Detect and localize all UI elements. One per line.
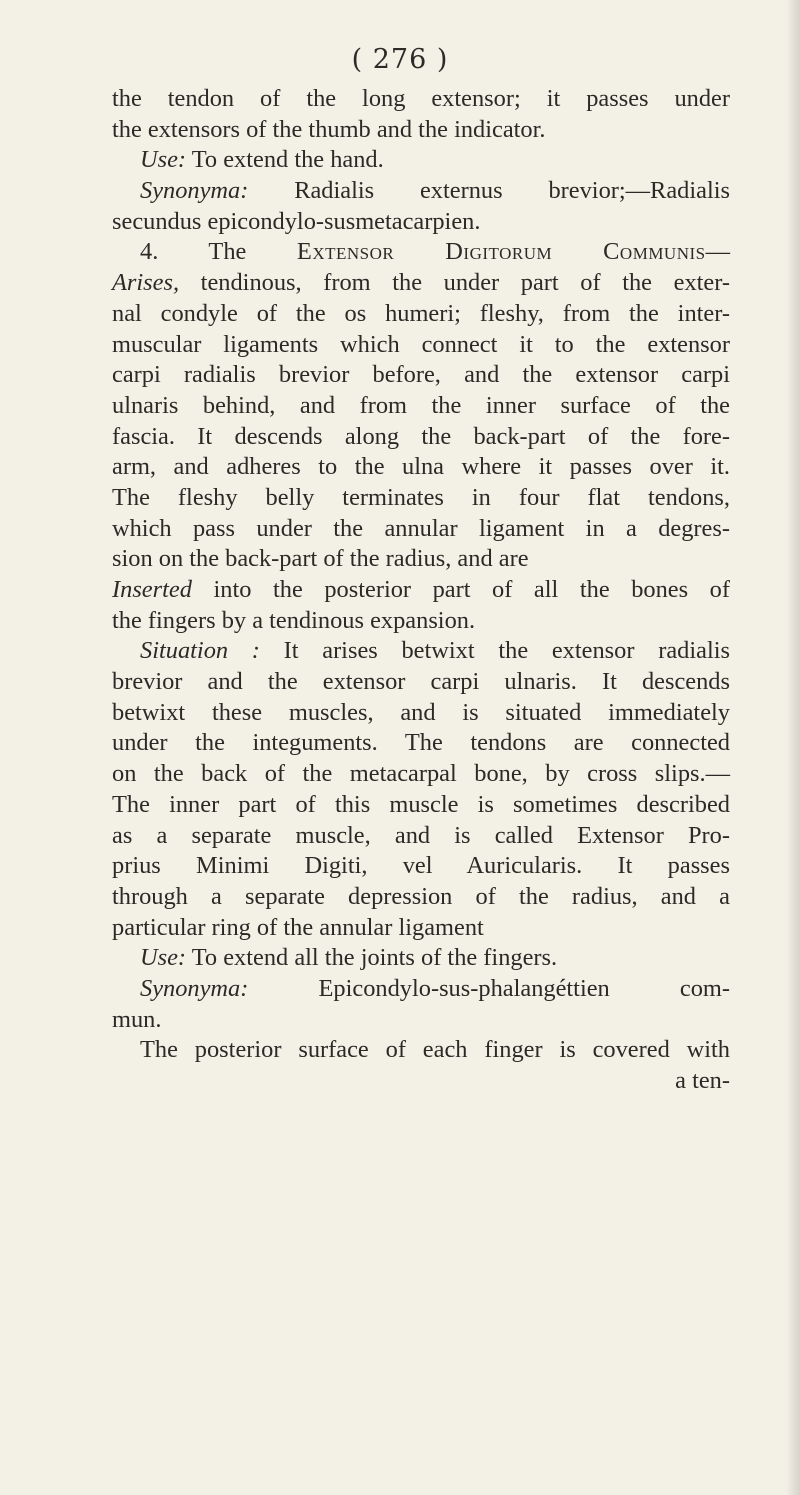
italic-term: Use: <box>140 146 187 174</box>
text-segment: 4. The <box>140 238 297 266</box>
text-line <box>112 176 730 207</box>
text-segment: fascia. It descends along the back-part of the fore- <box>112 422 730 450</box>
text-line <box>112 821 730 852</box>
text-line <box>112 667 730 698</box>
text-segment: as a separate muscle, and is called Extensor Pro- <box>112 821 730 849</box>
italic-term: Situation : <box>140 637 260 665</box>
page-edge-shadow <box>786 0 800 1495</box>
text-line <box>112 299 730 330</box>
italic-term: Arises, <box>112 269 180 297</box>
italic-term: Inserted <box>112 576 192 603</box>
text-segment: The fleshy belly terminates in four flat tendons, <box>112 483 730 511</box>
text-line <box>112 974 730 1005</box>
text-line <box>112 422 730 453</box>
text-line <box>112 1035 730 1066</box>
text-segment: To extend the hand. <box>186 146 384 174</box>
muscle-heading: Extensor Digitorum Communis <box>296 238 706 266</box>
text-line <box>112 514 730 545</box>
text-segment: To extend all the joints of the fingers. <box>186 944 558 972</box>
text-segment: The inner part of this muscle is sometimes described <box>112 790 730 818</box>
text-line <box>112 790 730 821</box>
text-segment: carpi radialis brevior before, and the extensor carpi <box>112 361 730 389</box>
text-segment: muscular ligaments which connect it to the extensor <box>112 330 730 358</box>
text-segment: secundus epicondylo-susmetacarpien. <box>112 207 481 235</box>
text-segment: Radialis externus brevior;—Radialis <box>248 177 730 205</box>
text-segment: brevior and the extensor carpi ulnaris. It descends <box>112 668 730 696</box>
text-line <box>112 698 730 729</box>
text-segment: the tendon of the long extensor; it passes under <box>112 85 730 112</box>
text-line <box>112 391 730 422</box>
text-segment: through a separate depression of the radius, and a <box>112 882 730 910</box>
text-segment: the fingers by a tendinous expansion. <box>112 606 476 634</box>
text-line <box>112 1066 730 1097</box>
italic-term: Synonyma: <box>140 974 249 1002</box>
text-line <box>112 759 730 790</box>
text-line <box>112 882 730 913</box>
text-segment: The posterior surface of each finger is covered with <box>140 1036 730 1064</box>
text-line <box>112 237 730 268</box>
text-line <box>112 913 730 944</box>
body-text <box>112 84 730 1097</box>
text-line <box>112 268 730 299</box>
text-segment: It arises betwixt the extensor radialis <box>259 637 730 665</box>
text-line <box>112 84 730 115</box>
text-line <box>112 452 730 483</box>
text-line <box>112 115 730 146</box>
text-segment: the extensors of the thumb and the indicator. <box>112 115 546 143</box>
text-line <box>112 728 730 759</box>
text-line <box>112 360 730 391</box>
text-line <box>112 145 730 176</box>
text-segment: prius Minimi Digiti, vel Auricularis. It passes <box>112 852 730 880</box>
text-segment: tendinous, from the under part of the exter- <box>179 269 730 297</box>
text-line <box>112 943 730 974</box>
text-segment: particular ring of the annular ligament <box>112 913 484 941</box>
text-line <box>112 606 730 637</box>
text-segment: on the back of the metacarpal bone, by cross slips.— <box>112 760 730 788</box>
text-line <box>112 483 730 514</box>
text-line <box>112 851 730 882</box>
text-line <box>112 575 730 606</box>
text-segment: a ten- <box>675 1067 730 1094</box>
text-segment: ulnaris behind, and from the inner surface of the <box>112 391 730 419</box>
page-number: ( 276 ) <box>351 44 449 75</box>
text-segment: into the posterior part of all the bones of <box>191 576 730 603</box>
text-segment: sion on the back-part of the radius, and are <box>112 545 529 573</box>
text-segment: which pass under the annular ligament in a degres- <box>112 514 730 542</box>
italic-term: Synonyma: <box>140 177 249 205</box>
text-segment: mun. <box>112 1005 162 1033</box>
text-segment: betwixt these muscles, and is situated immediately <box>112 698 730 726</box>
text-line <box>112 330 730 361</box>
italic-term: Use: <box>140 944 187 972</box>
text-line <box>112 636 730 667</box>
text-line <box>112 207 730 238</box>
text-segment: under the integuments. The tendons are connected <box>112 729 730 757</box>
text-segment: — <box>705 238 730 266</box>
text-line <box>112 544 730 575</box>
text-line <box>112 1005 730 1036</box>
text-segment: nal condyle of the os humeri; fleshy, from the inter- <box>112 299 730 327</box>
text-segment: Epicondylo-sus-phalangéttien com- <box>248 974 730 1002</box>
text-segment: arm, and adheres to the ulna where it passes over it. <box>112 453 730 481</box>
